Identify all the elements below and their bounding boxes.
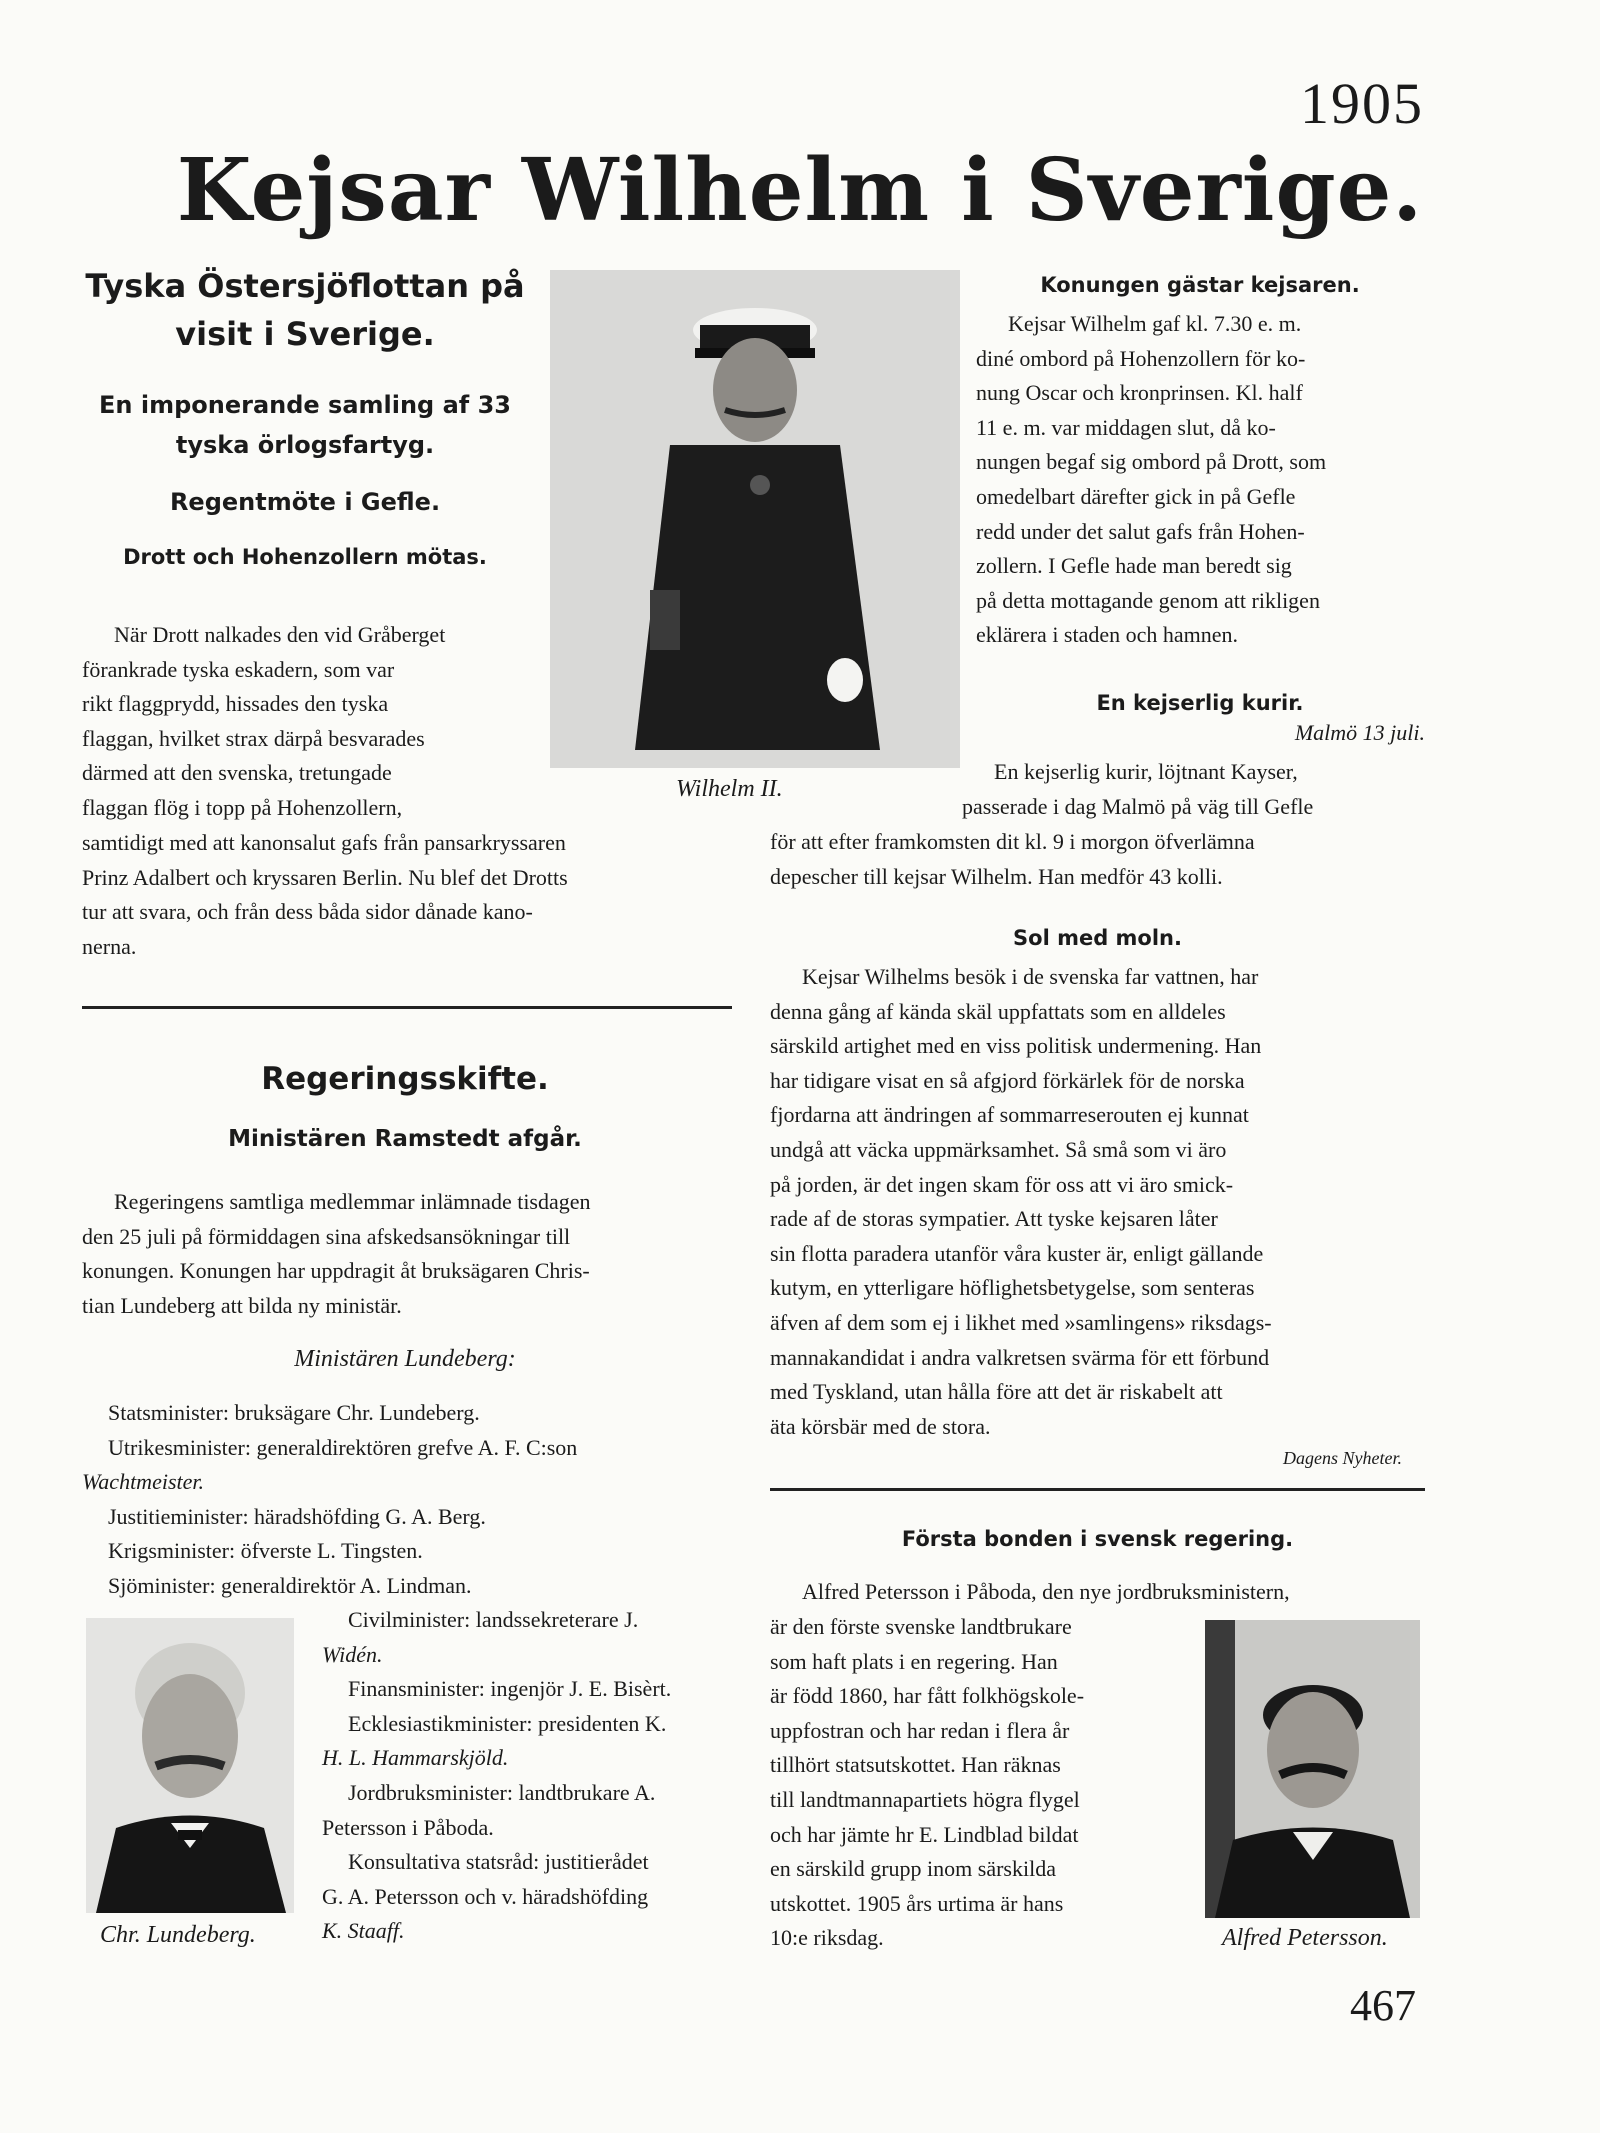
section4-text: Kejsar Wilhelms besök i de svenska far vattnen, har denna gång af kända skäl uppfattats som en alldeles särskild artighet med en viss politisk undermening. Han har tidigare visat en så afgjord förkärlek för de norska fjordarna att ändringen af sommarreserouten ej kunnat undgå att väcka uppmärksamhet. Så små som vi äro på jorden, är det ingen skam för oss att vi äro smick- rade af de storas sympatier. Att tyske kejsaren låter sin flotta paradera utanför våra kuster är, enligt gällande kutym, en ytterligare höflighetsbetygelse, som senteras äfven af dem som ej i likhet med »samlingens» riksdags- mannakandidat i andra valkretsen svärma för ett förbund med Tyskland, utan hålla före att det är riskabelt att äta körsbär med de stora. [770,964,1272,1439]
roster-narrow [322,1603,732,1949]
wilhelm-photo [550,270,960,768]
section5-subheading: Ministären Ramstedt afgår. [228,1126,582,1152]
roster-line: Widén. [322,1641,383,1667]
roster-line: Ecklesiastikminister: presidenten K. [348,1710,667,1736]
roster-line: Civilminister: landssekreterare J. [348,1607,639,1632]
section1-subheading-2: Regentmöte i Gefle. [169,488,441,516]
roster-line: Statsminister: bruksägare Chr. Lundeberg. [108,1400,480,1425]
roster-line: Jordbruksminister: landtbrukare A. [348,1779,656,1805]
year-label: 1905 [1300,71,1424,136]
section3-heading: En kejserlig kurir. [1096,691,1304,715]
roster-line: Finansminister: ingenjör J. E. Bisèrt. [348,1676,672,1702]
portrait-image [550,270,960,768]
section5-heading: Regeringsskifte. [261,1061,549,1097]
section4-source: Dagens Nyheter. [1283,1448,1402,1468]
wilhelm-caption: Wilhelm II. [676,776,783,802]
section1-subheading: En imponerande samling af 33 tyska örlogsfartyg. [99,391,511,459]
roster-line: G. A. Petersson och v. häradshöfding [322,1883,649,1909]
petersson-caption: Alfred Petersson. [1222,1925,1388,1951]
section3-text-narrow: En kejserlig kurir, löjtnant Kayser, passerade i dag Malmö på väg till Gefle [962,759,1314,819]
section6-text: är den förste svenske landtbrukare som haft plats i en regering. Han är född 1860, har fått folkhögskole- uppfostran och har redan i flera år tillhört statsutskottet. Han räknas till landtmannapartiets högra flygel och har jämte hr E. Lindblad bildat en särskild grupp inom särskilda utskottet. 1905 års urtima är hans 10:e riksdag. [770,1614,1085,1951]
roster-title: Ministären Lundeberg: [294,1346,516,1372]
roster-line: Krigsminister: öfverste L. Tingsten. [108,1538,423,1564]
petersson-photo [1205,1620,1420,1918]
roster-line: Sjöminister: generaldirektör A. Lindman. [108,1572,472,1598]
page-number: 467 [1350,1981,1416,2030]
section6-heading: Första bonden i svensk regering. [901,1527,1294,1551]
divider-right [770,1488,1425,1491]
roster-line: H. L. Hammarskjöld. [322,1745,509,1771]
page-title: Kejsar Wilhelm i Sverige. [176,140,1424,241]
section4-heading: Sol med moln. [1013,926,1182,950]
section2-text: Kejsar Wilhelm gaf kl. 7.30 e. m. diné ombord på Hohenzollern för ko- nung Oscar och kronprinsen. Kl. half 11 e. m. var middagen slut, då ko- nungen begaf sig ombord på Drott, som omedelbart därefter gick in på Gefle redd under det salut gafs från Hohen- zollern. I Gefle hade man beredt sig på detta mottagande genom att rikligen eklärera i staden och hamnen. [976,311,1327,648]
section1-text-wide: samtidigt med att kanonsalut gafs från pansarkryssaren Prinz Adalbert och kryssaren Berlin. Nu blef det Drotts tur att svara, och från dess båda sidor dånade kano- nerna. [82,830,568,959]
portrait-image [86,1618,294,1913]
lundeberg-caption: Chr. Lundeberg. [100,1922,256,1948]
roster-line: Justitieminister: häradshöfding G. A. Berg. [108,1503,486,1529]
section5-text: Regeringens samtliga medlemmar inlämnade tisdagen den 25 juli på förmiddagen sina afskedsansökningar till konungen. Konungen har uppdragit åt bruksägaren Chris- tian Lundeberg att bilda ny ministär. [82,1189,591,1318]
roster-line: K. Staaff. [322,1918,405,1944]
roster-line: Utrikesminister: generaldirektören grefve A. F. C:son [108,1434,578,1460]
roster-line: Wachtmeister. [82,1469,205,1495]
section3-text-wide: för att efter framkomsten dit kl. 9 i morgon öfverlämna depescher till kejsar Wilhelm. Han medför 43 kolli. [770,829,1255,889]
section2-heading: Konungen gästar kejsaren. [1040,273,1360,297]
section1-subheading-3: Drott och Hohenzollern mötas. [123,545,487,569]
roster-full [82,1396,732,1604]
section3-dateline: Malmö 13 juli. [1294,720,1425,745]
roster-line: Petersson i Påboda. [322,1814,494,1840]
section6-first-line: Alfred Petersson i Påboda, den nye jordbruksministern, [802,1579,1290,1604]
section1-text-narrow: När Drott nalkades den vid Gråberget förankrade tyska eskadern, som var rikt flaggprydd, hissades den tyska flaggan, hvilket strax därpå besvarades därmed att den svenska, tretungade flaggan flög i topp på Hohenzollern, [82,622,446,820]
divider-left [82,1006,732,1009]
roster-line: Konsultativa statsråd: justitierådet [348,1849,649,1875]
portrait-image [1205,1620,1420,1918]
lundeberg-photo [86,1618,294,1913]
section1-heading: Tyska Östersjöflottan på visit i Sverige. [85,267,525,353]
